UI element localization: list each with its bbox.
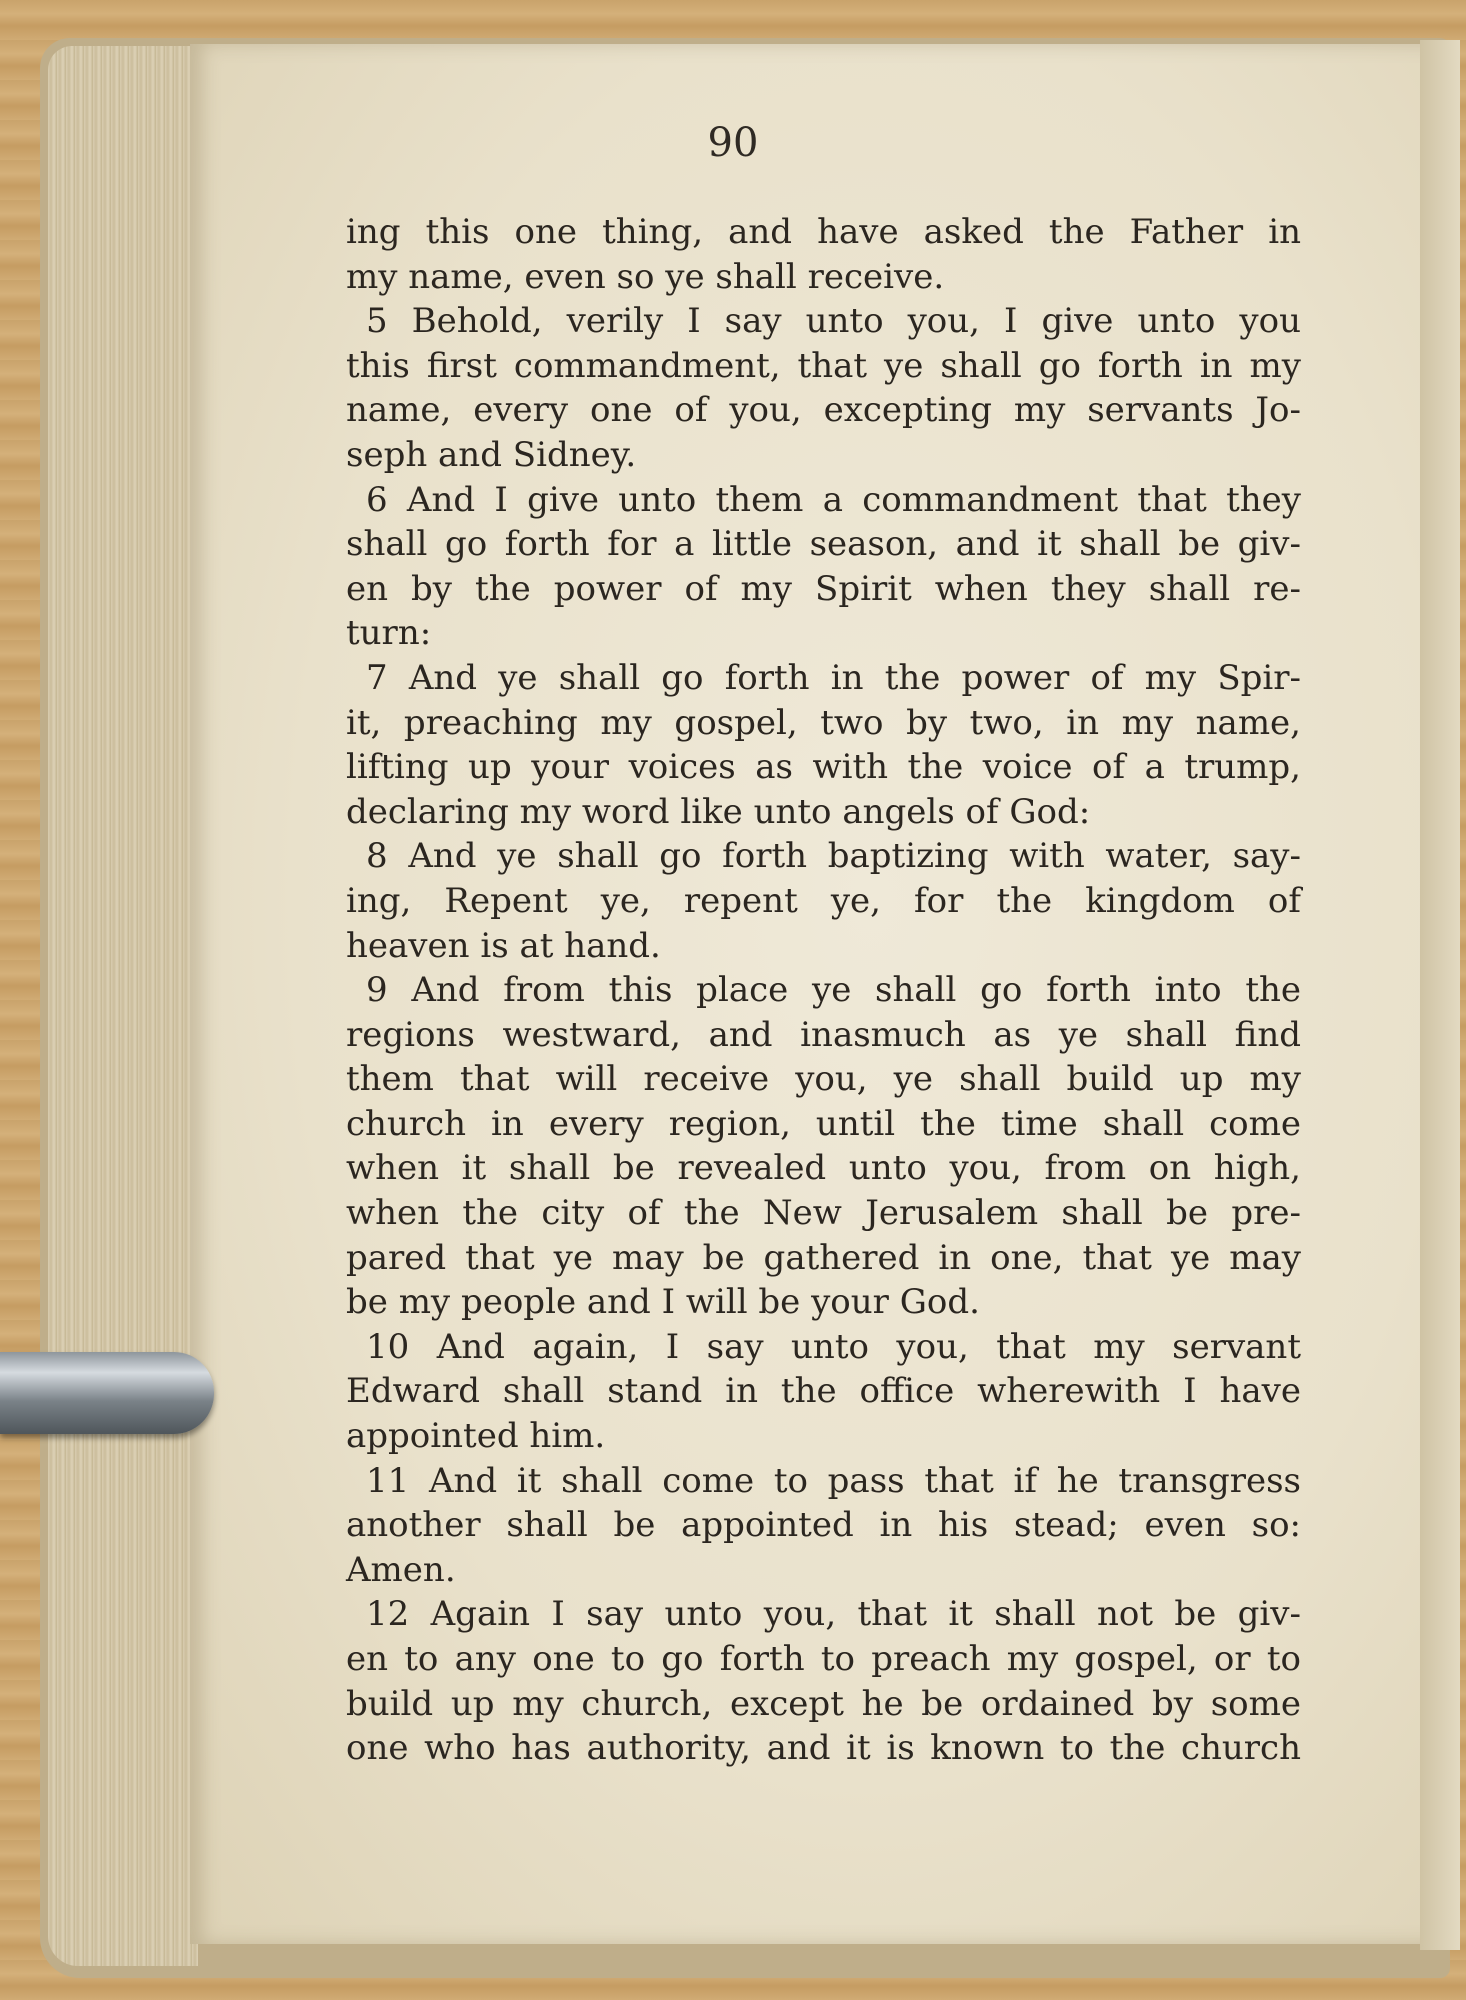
text-line: shall go forth for a little season, and it shall be giv-: [346, 524, 1301, 565]
text-line: 8 And ye shall go forth baptizing with water, say-: [366, 836, 1301, 877]
page-number: 90: [707, 120, 759, 166]
text-line: my name, even so ye shall receive.: [346, 256, 945, 297]
text-line: build up my church, except he be ordained by some: [346, 1683, 1301, 1724]
text-line: 7 And ye shall go forth in the power of my Spir-: [366, 657, 1301, 698]
text-line: seph and Sidney.: [346, 434, 637, 475]
text-line: regions westward, and inasmuch as ye shall find: [346, 1014, 1301, 1055]
text-line: 6 And I give unto them a commandment that they: [366, 479, 1301, 520]
text-line: heaven is at hand.: [346, 925, 661, 966]
text-line: be my people and I will be your God.: [346, 1282, 980, 1323]
text-line: church in every region, until the time shall come: [346, 1103, 1301, 1144]
text-line: appointed him.: [346, 1416, 606, 1457]
text-line: 5 Behold, verily I say unto you, I give unto you: [366, 301, 1301, 342]
text-line: en by the power of my Spirit when they shall re-: [346, 568, 1301, 609]
page-holder-blade: [0, 1352, 214, 1434]
text-line: Edward shall stand in the office wherewith I have: [346, 1371, 1301, 1412]
text-line: ing, Repent ye, repent ye, for the kingdom of: [346, 880, 1301, 921]
text-line: en to any one to go forth to preach my gospel, or to: [346, 1639, 1301, 1679]
text-line: turn:: [346, 613, 432, 654]
text-line: Amen.: [346, 1549, 456, 1590]
text-line: when the city of the New Jerusalem shall be pre-: [346, 1193, 1301, 1234]
text-line: declaring my word like unto angels of God:: [346, 791, 1091, 832]
page-text: [346, 210, 1301, 1771]
text-line: when it shall be revealed unto you, from on high,: [346, 1148, 1301, 1189]
text-line: this first commandment, that ye shall go forth in my: [346, 345, 1301, 386]
text-line: another shall be appointed in his stead; even so:: [346, 1505, 1301, 1546]
text-line: 9 And from this place ye shall go forth into the: [366, 970, 1301, 1011]
facing-page-edge: [1420, 40, 1460, 1950]
text-line: pared that ye may be gathered in one, that ye may: [346, 1237, 1301, 1278]
text-line: 12 Again I say unto you, that it shall not be giv-: [366, 1594, 1301, 1635]
page-edges: [48, 46, 198, 1966]
text-line: name, every one of you, excepting my servants Jo-: [346, 390, 1301, 431]
text-line: lifting up your voices as with the voice of a trump,: [346, 747, 1301, 788]
text-line: 11 And it shall come to pass that if he transgress: [366, 1460, 1301, 1501]
text-line: ing this one thing, and have asked the Father in: [346, 212, 1301, 252]
text-line: them that will receive you, ye shall build up my: [346, 1059, 1301, 1100]
text-line: it, preaching my gospel, two by two, in my name,: [346, 702, 1301, 743]
text-line: one who has authority, and it is known to the church: [346, 1728, 1301, 1769]
text-line: 10 And again, I say unto you, that my servant: [366, 1326, 1301, 1367]
